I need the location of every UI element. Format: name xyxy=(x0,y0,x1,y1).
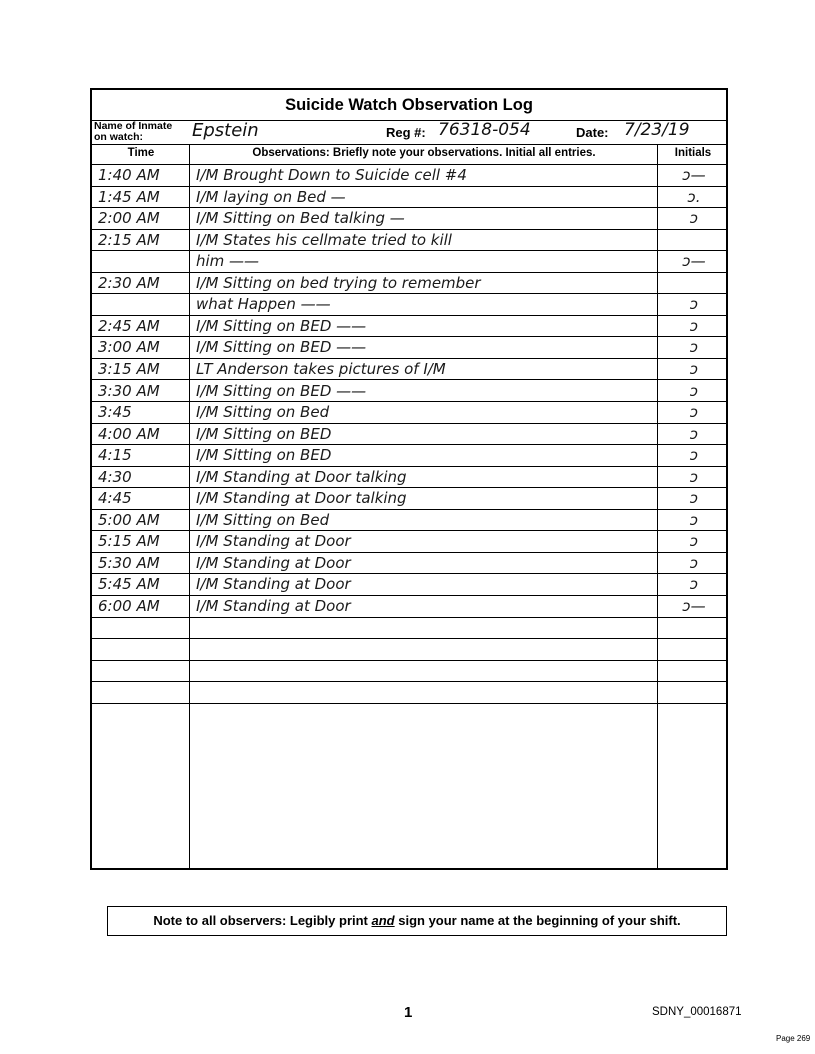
log-observation: I/M Sitting on BED xyxy=(196,446,332,465)
log-observation: I/M Standing at Door talking xyxy=(196,467,407,486)
log-initials: ↄ xyxy=(689,446,699,465)
log-time: 4:00 AM xyxy=(98,424,160,443)
log-observation: I/M laying on Bed — xyxy=(196,187,346,206)
log-initials xyxy=(664,661,724,682)
log-time: 3:45 xyxy=(98,403,132,422)
log-initials: ↄ xyxy=(689,338,699,357)
observer-note: Note to all observers: Legibly print and sign your name at the beginning of your shift. xyxy=(107,906,727,936)
log-initials xyxy=(664,639,724,660)
observation-log-form xyxy=(90,88,728,870)
log-time: 3:30 AM xyxy=(98,381,160,400)
inmate-name-label: Name of Inmate on watch: xyxy=(94,120,173,143)
log-row xyxy=(92,596,726,618)
form-title: Suicide Watch Observation Log xyxy=(92,90,726,121)
log-time: 2:00 AM xyxy=(98,209,160,228)
log-initials: ↄ xyxy=(689,575,699,594)
log-observation: I/M Standing at Door xyxy=(196,532,351,551)
log-initials: ↄ. xyxy=(687,187,701,206)
date-label: Date: xyxy=(576,125,609,140)
log-row xyxy=(92,165,726,187)
log-time: 5:15 AM xyxy=(98,532,160,551)
log-initials: ↄ— xyxy=(682,166,706,184)
log-time: 4:30 xyxy=(98,467,132,486)
log-time xyxy=(98,251,186,272)
log-time xyxy=(98,661,186,682)
log-time: 3:00 AM xyxy=(98,338,160,357)
log-observation: him —— xyxy=(196,252,260,271)
log-initials: ↄ xyxy=(689,209,699,228)
log-row xyxy=(92,510,726,532)
log-time xyxy=(98,618,186,639)
reg-value: 76318-054 xyxy=(438,120,531,140)
log-initials: ↄ xyxy=(689,359,699,378)
log-observation: I/M States his cellmate tried to kill xyxy=(196,230,452,249)
col-initials-header: Initials xyxy=(674,147,712,159)
log-row xyxy=(92,445,726,467)
log-time: 1:40 AM xyxy=(98,166,160,184)
log-time: 5:00 AM xyxy=(98,510,160,529)
log-row xyxy=(92,618,726,640)
log-row xyxy=(92,316,726,338)
log-row xyxy=(92,381,726,403)
log-observation: LT Anderson takes pictures of I/M xyxy=(196,359,446,378)
log-row xyxy=(92,251,726,273)
col-time-header: Time xyxy=(127,147,155,159)
date-value: 7/23/19 xyxy=(624,120,690,140)
log-time xyxy=(98,682,186,703)
log-initials: ↄ xyxy=(689,403,699,422)
log-time xyxy=(98,294,186,315)
log-observation xyxy=(196,618,656,639)
log-row xyxy=(92,402,726,424)
log-observation: I/M Sitting on bed trying to remember xyxy=(196,273,481,292)
log-observation: I/M Sitting on Bed xyxy=(196,403,330,422)
log-row xyxy=(92,531,726,553)
log-row xyxy=(92,574,726,596)
log-initials: ↄ xyxy=(689,381,699,400)
log-time: 4:15 xyxy=(98,446,132,465)
log-initials: ↄ xyxy=(689,295,699,314)
log-time: 5:30 AM xyxy=(98,553,160,572)
log-observation: I/M Sitting on BED —— xyxy=(196,316,367,335)
log-observation: what Happen —— xyxy=(196,295,331,314)
log-initials xyxy=(664,230,724,251)
log-time xyxy=(98,639,186,660)
log-time: 5:45 AM xyxy=(98,575,160,594)
log-row xyxy=(92,467,726,489)
log-observation: I/M Standing at Door talking xyxy=(196,489,407,508)
log-initials xyxy=(664,618,724,639)
log-observation: I/M Sitting on BED —— xyxy=(196,381,367,400)
log-row xyxy=(92,208,726,230)
page-label: Page 269 xyxy=(776,1034,811,1043)
inmate-info-row xyxy=(92,120,726,145)
log-observation: I/M Sitting on BED —— xyxy=(196,338,367,357)
log-observation xyxy=(196,682,656,703)
log-row xyxy=(92,682,726,704)
log-initials: ↄ xyxy=(689,467,699,486)
log-observation: I/M Brought Down to Suicide cell #4 xyxy=(196,166,467,184)
log-row xyxy=(92,488,726,510)
log-initials: ↄ xyxy=(689,510,699,529)
log-time: 2:15 AM xyxy=(98,230,160,249)
log-observation: I/M Sitting on Bed talking — xyxy=(196,209,405,228)
log-row xyxy=(92,294,726,316)
log-time: 2:30 AM xyxy=(98,273,160,292)
column-header-row xyxy=(92,144,726,165)
log-observation: I/M Standing at Door xyxy=(196,553,351,572)
log-row xyxy=(92,187,726,209)
log-observation: I/M Standing at Door xyxy=(196,575,351,594)
log-row xyxy=(92,639,726,661)
col-observations-header: Observations: Briefly note your observations. Initial all entries. xyxy=(252,147,596,159)
log-row xyxy=(92,661,726,683)
bates-number: SDNY_00016871 xyxy=(652,1006,742,1018)
log-time: 4:45 xyxy=(98,489,132,508)
log-row xyxy=(92,424,726,446)
log-time: 1:45 AM xyxy=(98,187,160,206)
log-observation xyxy=(196,661,656,682)
log-initials xyxy=(664,273,724,294)
log-time: 2:45 AM xyxy=(98,316,160,335)
log-row xyxy=(92,359,726,381)
log-row xyxy=(92,273,726,295)
log-initials: ↄ— xyxy=(682,252,706,271)
log-observation: I/M Sitting on BED xyxy=(196,424,332,443)
log-initials xyxy=(664,682,724,703)
reg-label: Reg #: xyxy=(386,125,426,140)
log-row xyxy=(92,553,726,575)
inmate-name-value: Epstein xyxy=(192,120,259,141)
log-observation: I/M Sitting on Bed xyxy=(196,510,330,529)
log-observation: I/M Standing at Door xyxy=(196,597,351,615)
log-time: 6:00 AM xyxy=(98,597,160,615)
log-row xyxy=(92,337,726,359)
log-row xyxy=(92,230,726,252)
log-initials: ↄ xyxy=(689,489,699,508)
log-observation xyxy=(196,639,656,660)
log-initials: ↄ— xyxy=(682,597,706,615)
log-initials: ↄ xyxy=(689,553,699,572)
log-initials: ↄ xyxy=(689,532,699,551)
log-time: 3:15 AM xyxy=(98,359,160,378)
log-initials: ↄ xyxy=(689,316,699,335)
page-number: 1 xyxy=(404,1004,413,1021)
log-initials: ↄ xyxy=(689,424,699,443)
